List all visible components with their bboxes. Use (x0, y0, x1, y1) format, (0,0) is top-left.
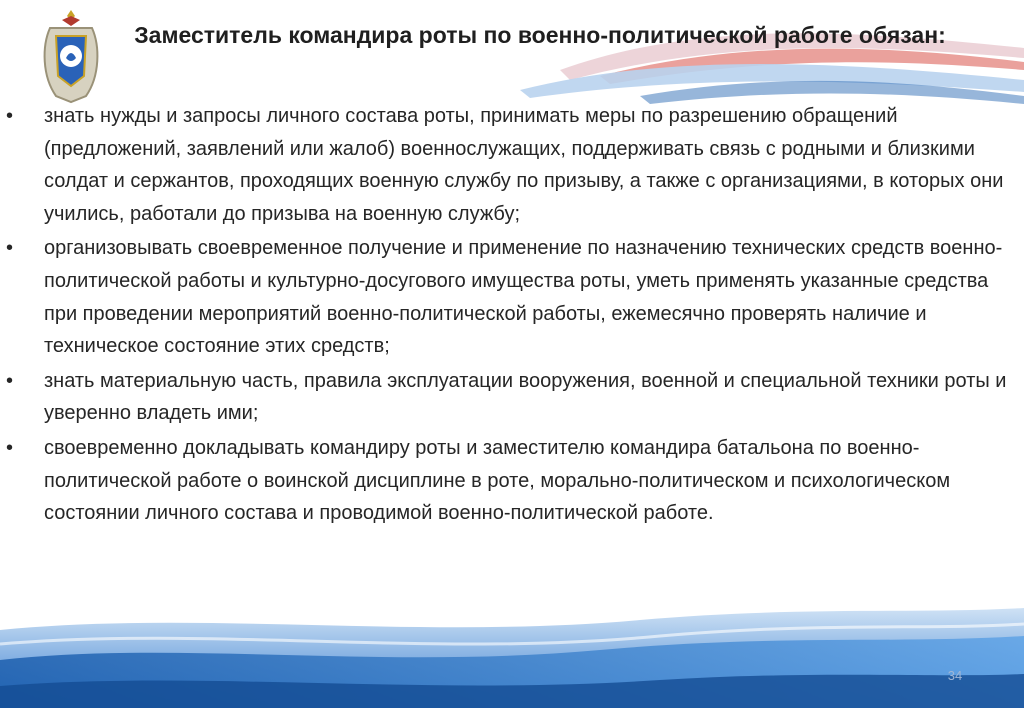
list-item (0, 432, 1024, 530)
bullet-list (0, 100, 1024, 532)
page-number: 34 (947, 668, 963, 683)
list-item-text: знать материальную часть, правила эксплуатации вооружения, военной и специальной техники роты и уверенно владеть ими; (44, 369, 1007, 425)
list-item-text: своевременно докладывать командиру роты и заместителю командира батальона по военно-политической работе о воинской дисциплине в роте, морально-политическом и психологическом состоянии личного состава и проводимой военно-политической работе. (44, 436, 951, 525)
list-item-text: организовывать своевременное получение и применение по назначению технических средств военно-политической работы и культурно-досугового имущества роты, уметь применять указанные средства при проведении мероприятий военно-политической работы, ежемесячно проверять наличие и техническое состояние этих средств; (44, 237, 1003, 358)
list-item-text: знать нужды и запросы личного состава роты, принимать меры по разрешению обращений (предложений, заявлений или жалоб) военнослужащих, поддерживать связь с родными и близкими солдат и сержантов, проходящих военную службу по призыву, а также с организациями, в которых они учились, работали до призыва на военную службу; (44, 105, 1004, 225)
bottom-wave-decoration (0, 600, 1024, 708)
list-item (0, 365, 1024, 430)
list-item (0, 100, 1024, 230)
military-emblem-icon (38, 6, 104, 106)
slide-title: Заместитель командира роты по военно-политической работе обязан: (134, 22, 946, 48)
bullet-icon: • (6, 237, 14, 260)
bullet-icon: • (6, 436, 14, 459)
bullet-icon: • (6, 105, 14, 127)
bullet-icon: • (6, 369, 14, 392)
list-item (0, 232, 1024, 362)
